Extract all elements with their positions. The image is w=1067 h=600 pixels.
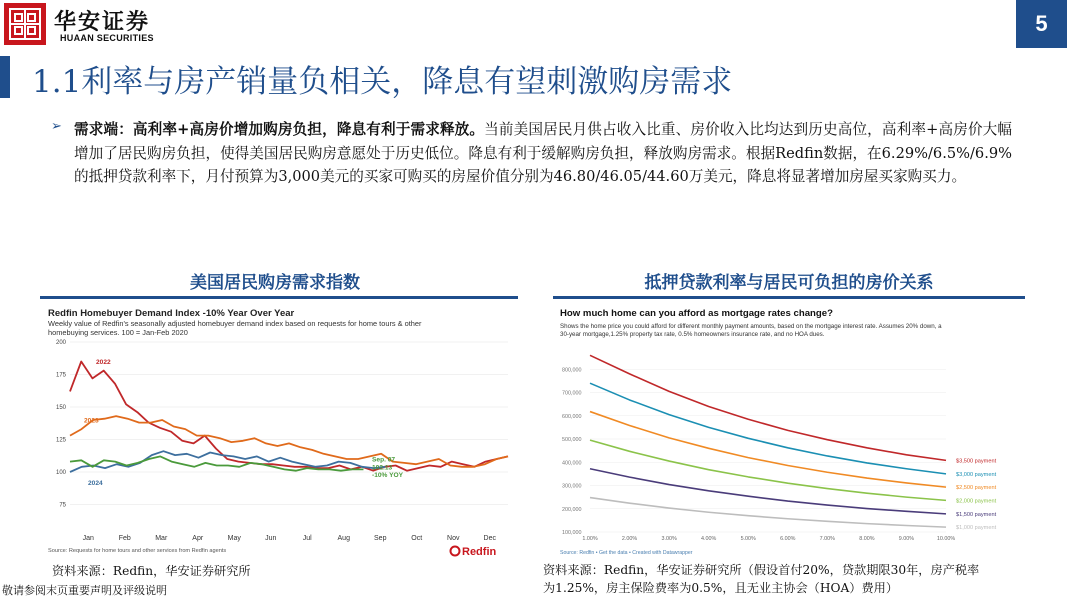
chart1-ytick-label: 100 [55,470,66,476]
chart2-ytick-label: 300,000 [562,483,582,490]
chart2-xtick-label: 8.00% [859,536,875,542]
chart2-ytick-label: 800,000 [562,367,582,374]
chart1-xtick-label: Oct [411,535,423,542]
body-paragraph [74,118,1012,189]
left-source: 资料来源：Redfin，华安证券研究所 [52,564,251,578]
left-chart-heading: 美国居民购房需求指数 [190,273,360,293]
chart1-annotation-yoy: -10% YOY [372,472,404,480]
page-number: 5 [1016,0,1067,48]
chart2-xtick-label: 9.00% [898,536,915,542]
chart1-xtick-label: Jul [302,535,312,542]
chart1-series-line [70,456,363,470]
chart2-series-line [590,355,946,460]
chart1-xtick-label: Sep [374,535,387,542]
chart2-ytick-label: 700,000 [562,390,582,397]
chart1-ytick-label: 75 [59,502,66,509]
right-source-line-1: 资料来源：Redfin，华安证券研究所（假设首付20%，贷款期限30年，房产税率 [543,563,980,577]
title-accent-bar [0,56,10,98]
slide-title: 1.1利率与房产销量负相关，降息有望刺激购房需求 [32,64,733,100]
chart2-xtick-label: 7.00% [819,536,835,542]
chart1-xtick-label: Apr [192,535,204,542]
chart1-xtick-label: May [227,535,241,542]
chart1-ytick-label: 200 [55,340,66,346]
chart2-ytick-label: 600,000 [562,413,582,420]
chart1-title: Redfin Homebuyer Demand Index -10% Year Over Year [48,308,295,319]
chart2-ytick-label: 500,000 [562,437,582,443]
chart2-series-label: $3,000 payment [956,471,997,478]
chart2-series-label: $2,000 payment [956,498,997,505]
chart2-series-line [590,469,946,514]
chart2-ytick-label: 400,000 [562,460,582,467]
chart2-series-label: $1,500 payment [956,511,997,518]
chart2-title: How much home can you afford as mortgage rates change? [560,308,833,319]
chart2-xtick-label: 4.00% [701,536,717,542]
chart2-ytick-label: 100,000 [562,530,582,536]
brand-name-en: HUAAN SECURITIES [60,33,154,43]
chart1-ytick-label: 125 [55,437,66,444]
chart2-xtick-label: 3.00% [661,536,677,542]
chart2-series-line [590,498,946,528]
demand-index-chart [44,302,518,560]
right-source-line-2: 为1.25%，房主保险费率为0.5%，且无业主协会（HOA）费用） [543,581,899,595]
chart2-xtick-label: 10.00% [936,536,956,542]
chart1-label-2022: 2022 [96,359,111,367]
chart2-xtick-label: 1.00% [582,536,598,542]
affordability-svg [556,302,1026,560]
chart2-ytick-label: 200,000 [562,506,582,513]
chart1-annotation-date: Sep. 07 [372,456,396,464]
paragraph-lead: 需求端：高利率+高房价增加购房负担，降息有利于需求释放。 [74,121,485,138]
chart1-label-2024: 2024 [88,480,103,487]
paragraph-body: 当前美国居民月供占收入比重、房价收入比均达到历史高位，高利率+高房价大幅增加了居民购房负担，使得美国居民购房意愿处于历史低位。降息有利于缓解购房负担，释放购房需求。根据Redfin数据，在6.29%/6.5%/6.9%的抵押贷款利率下，月付预算为3,000美元的买家可购买的房屋价值分别为46.80/46.05/44.60万美元，降息将显著增加房屋买家购买力。 [74,121,1012,185]
chart1-xtick-label: Aug [337,535,350,542]
chart2-series-label: $3,500 payment [956,458,997,465]
chart2-series-line [590,383,946,474]
chart2-xtick-label: 6.00% [780,536,796,542]
chart2-subtitle-2: 30-year mortgage,1.25% property tax rate, 0.5% homeowners insurance rate, and no HOA dues. [560,331,825,338]
chart1-xtick-label: Jan [82,535,94,542]
bullet-arrow-icon: ➢ [51,119,62,134]
chart2-series-line [590,412,946,488]
redfin-logo [451,546,497,558]
chart1-series-line [70,416,508,467]
chart1-xtick-label: Dec [483,535,496,542]
chart2-xtick-label: 2.00% [621,536,638,542]
brand-name-cn: 华安证券 [54,9,151,35]
logo-mark-icon [4,3,46,45]
chart1-source-note: Source: Requests for home tours and other services from Redfin agents [48,548,227,554]
left-heading-rule [40,296,518,299]
affordability-chart [556,302,1026,560]
chart1-series-line [70,362,508,471]
chart1-subtitle-1: Weekly value of Redfin's seasonally adjusted homebuyer demand index based on requests for home tours & other [48,319,422,328]
chart2-source-note: Source: Redfin • Get the data • Created with Datawrapper [560,550,693,556]
chart1-annotation-value: 102.13 [372,464,393,472]
chart2-xtick-label: 5.00% [740,536,756,542]
chart1-xtick-label: Jun [265,535,277,542]
chart1-label-2023: 2023 [84,417,99,425]
chart1-ytick-label: 150 [55,405,66,411]
chart2-subtitle-1: Shows the home price you could afford for different monthly payment amounts, based on the mortgage interest rate. Assumes 20% down, a [560,323,942,330]
chart1-subtitle-2: homebuying services. 100 = Jan-Feb 2020 [48,328,188,337]
right-heading-rule [553,296,1025,299]
chart2-series-line [590,440,946,500]
chart1-brand: Redfin [462,546,497,558]
demand-index-svg [44,302,518,560]
chart2-series-label: $1,000 payment [956,525,997,532]
chart2-series-label: $2,500 payment [956,485,997,492]
company-logo [4,3,46,45]
chart1-xtick-label: Nov [447,535,460,542]
footer-disclaimer: 敬请参阅末页重要声明及评级说明 [2,584,167,597]
right-chart-heading: 抵押贷款利率与居民可负担的房价关系 [644,273,934,293]
chart1-ytick-label: 175 [55,372,66,379]
chart1-xtick-label: Mar [155,535,168,542]
chart1-xtick-label: Feb [118,535,131,542]
